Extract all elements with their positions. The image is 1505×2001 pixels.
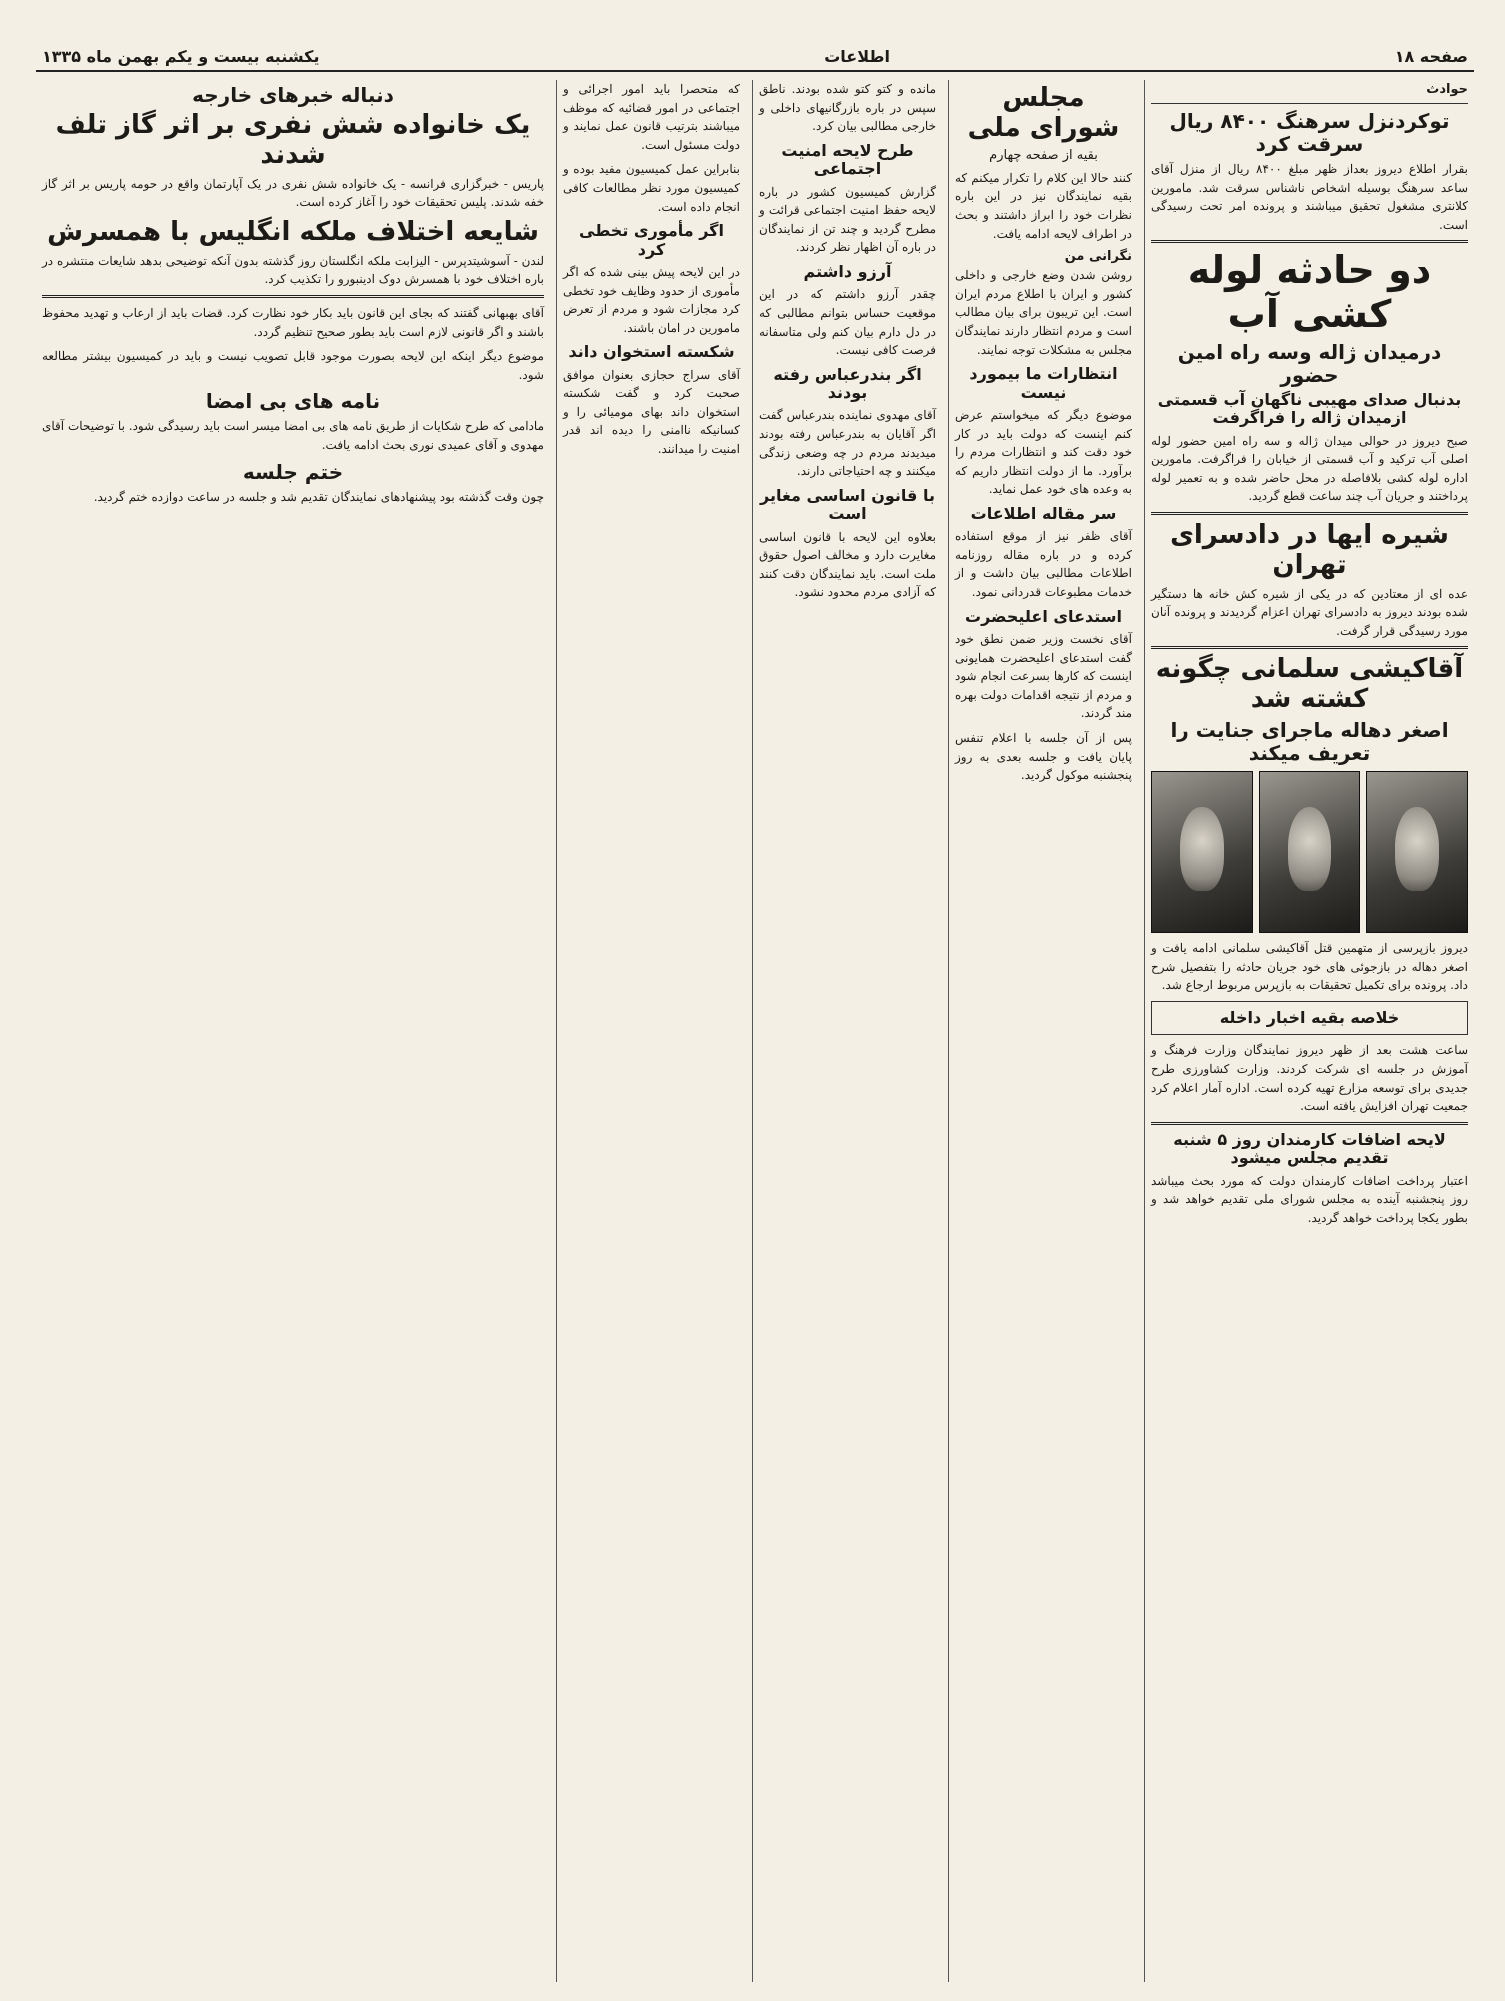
column-incidents xyxy=(1144,80,1474,1982)
continued-from: بقیه از صفحه چهارم xyxy=(989,147,1098,163)
column-foreign-news xyxy=(36,80,550,1982)
paper-name: اطلاعات xyxy=(824,46,890,66)
page-number: صفحه ۱۸ xyxy=(1394,46,1468,66)
kicker-concern: نگرانی من xyxy=(1064,249,1132,265)
headline-editorial: سر مقاله اطلاعات xyxy=(970,503,1117,523)
divider xyxy=(1151,103,1468,104)
headline-queen-rumor: شایعه اختلاف ملکه انگلیس با همسرش xyxy=(47,216,539,247)
divider xyxy=(42,295,544,298)
headline-murder: آقاکیشی سلمانی چگونه کشته شد xyxy=(1155,654,1464,715)
subheadline-water-pipe: درمیدان ژاله وسه راه امین حضور xyxy=(1177,339,1442,387)
article-domestic-summary: ساعت هشت بعد از ظهر دیروز نمایندگان وزارت فرهنگ و آموزش در جلسه ای شرکت کردند. وزارت کشاورزی طرح جدیدی برای توسعه مزارع تهیه کرده است. اداره آمار اعلام کرد جمعیت تهران افزایش یافته است. xyxy=(1151,1043,1468,1114)
headline-salary-bill: لایحه اضافات کارمندان روز ۵ شنبه تقدیم مجلس میشود xyxy=(1173,1129,1446,1168)
article-opium: عده ای از معتادین که در یکی از شیره کش خانه ها دستگیر شده بودند دیروز به دادسرای تهران اعزام گردیدند و پرونده آنان مورد رسیدگی قرار گرفت. xyxy=(1151,586,1468,638)
article-parliament-1: کنند حالا این کلام را تکرار میکنم که بقیه نمایندگان نیز در این باره نظرات خود را ابراز داشتند و بحث در اطراف لایحه ادامه یافت. xyxy=(955,170,1132,241)
article-parliament-2: روشن شدن وضع خارجی و داخلی کشور و ایران با اطلاع مردم ایران است. این تریبون برای بیان مطالب است و مردم انتظار دارند نمایندگان مجلس به مشکلات توجه نمایند. xyxy=(955,268,1132,357)
divider xyxy=(1151,512,1468,515)
headline-parliament: مجلس شورای ملی xyxy=(967,83,1120,143)
article-gas-deaths: پاریس - خبرگزاری فرانسه - یک خانواده شش نفری در یک آپارتمان واقع در حومه پاریس بر اثر گاز خفه شدند. پلیس تحقیقات خود را آغاز کرده است. xyxy=(42,176,544,210)
issue-date: یکشنبه بیست و یکم بهمن ماه ۱۳۳۵ xyxy=(42,46,320,66)
headline-security-bill: طرح لایحه امنیت اجتماعی xyxy=(781,140,914,179)
article-murder: دیروز بازپرسی از متهمین قتل آقاکیشی سلمانی ادامه یافت و اصغر دهاله در بازجوئی های خود جریان حادثه را بتفصیل شرح داد. پرونده برای تکمیل تحقیقات به بازپرس مربوط ارجاع شد. xyxy=(1151,941,1468,993)
boxed-heading xyxy=(1151,1001,1468,1035)
divider xyxy=(1151,1122,1468,1125)
article-judiciary-2: بنابراین عمل کمیسیون مفید بوده و کمیسیون مورد نظر مطالعات کافی انجام داده است. xyxy=(563,162,740,214)
column-security-bill xyxy=(752,80,942,1982)
headline-anonymous-letters: نامه های بی امضا xyxy=(205,389,381,414)
subheadline-murder: اصغر دهاله ماجرای جنایت را تعریف میکند xyxy=(1170,718,1449,766)
headline-expectations: انتظارات ما بیمورد نیست xyxy=(969,364,1118,402)
headline-wished: آرزو داشتم xyxy=(803,261,892,281)
article-debate-1: آقای بهبهانی گفتند که بجای این قانون باید بکار خود نظارت کرد. قضات باید از ارعاب و تهدید محفوظ باشند و اگر قانونی لازم است باید بطور صحیح تنظیم گردد. xyxy=(42,306,544,339)
headline-gas-deaths: یک خانواده شش نفری بر اثر گاز تلف شدند xyxy=(55,110,531,170)
headline-broken-bone: شکسته استخوان داند xyxy=(568,342,735,362)
headline-theft: توکردنزل سرهنگ ۸۴۰۰ ریال سرقت کرد xyxy=(1169,109,1450,156)
photo-strip xyxy=(1151,771,1468,933)
article-security-3: چقدر آرزو داشتم که در این موقعیت حساس بتوانم مطالبی که در دل دارم بیان کنم ولی متاسفانه فرصت کافی نیست. xyxy=(759,287,936,358)
article-parliament-4: آقای ظفر نیز از موقع استفاده کرده و در باره مقاله روزنامه اطلاعات مطالبی بیان داشت و از خدمات مطبوعات قدردانی نمود. xyxy=(955,529,1132,600)
headline-session-end: ختم جلسه xyxy=(242,459,344,484)
divider xyxy=(1151,646,1468,649)
article-theft: بقرار اطلاع دیروز بعداز ظهر مبلغ ۸۴۰۰ ریال از منزل آقای ساعد سرهنگ بوسیله اشخاص ناشناس سرقت شد. مامورین کلانتری مشغول تحقیق میباشند و پرونده امر تحت رسیدگی است. xyxy=(1151,162,1468,232)
headline-constitution: با قانون اساسی مغایر است xyxy=(760,485,935,524)
article-parliament-5: آقای نخست وزیر ضمن نطق خود گفت استدعای اعلیحضرت همایونی اینست که کارها بسرعت انجام شود و مردم از نتیجه اقدامات دولت بهره مند گردند. xyxy=(955,632,1132,721)
article-judiciary-3: در این لایحه پیش بینی شده که اگر مأموری از حدود وظایف خود تخطی کرد مجازات شود و مردم از تعرض مامورین در امان باشند. xyxy=(563,264,740,335)
headline-domestic-summary: خلاصه بقیه اخبار داخله xyxy=(1219,1008,1400,1028)
portrait-photo xyxy=(1366,771,1468,933)
headline-opium: شیره ایها در دادسرای تهران xyxy=(1170,519,1449,580)
newspaper-page xyxy=(36,42,1474,1982)
headline-official-abuse: اگر مأموری تخطی کرد xyxy=(579,221,724,259)
article-debate-2: موضوع دیگر اینکه این لایحه بصورت موجود قابل تصویب نیست و باید در کمیسیون بیشتر مطالعه شود. xyxy=(42,349,544,382)
article-session-end: چون وقت گذشته بود پیشنهادهای نمایندگان تقدیم شد و جلسه در ساعت دوازده ختم گردید. xyxy=(93,489,544,504)
article-judiciary-4: آقای سراج حجازی بعنوان موافق صحبت کرد و گفت شکسته استخوان داند بهای مومیائی را و کسانیکه ناامنی را دیده اند قدر امنیت را میدانند. xyxy=(563,367,740,457)
article-water-pipe: صبح دیروز در حوالی میدان ژاله و سه راه امین حضور لوله اصلی آب ترکید و آب قسمتی از خیابان را فراگرفت. مامورین اداره لوله کشی بلافاصله در محل حاضر شده و به تعمیر لوله پرداختند و جریان آب چند ساعت قطع گردید. xyxy=(1151,433,1468,504)
article-queen-rumor: لندن - آسوشیتدپرس - الیزابت ملکه انگلستان روز گذشته بدون آنکه توضیحی بدهد شایعات منتشره در باره اختلاف خود با همسرش دوک ادینبورو را تکذیب کرد. xyxy=(42,253,544,287)
headline-request: استدعای اعلیحضرت xyxy=(965,606,1122,626)
article-security-4: آقای مهدوی نماینده بندرعباس گفت اگر آقایان به بندرعباس رفته بودند میدیدند مردم در چه وضعی زندگی میکنند و چه احتیاجاتی دارند. xyxy=(759,408,936,479)
column-parliament xyxy=(948,80,1138,1982)
article-security-1: مانده و کتو کتو شده بودند. ناطق سپس در باره بازرگانیهای داخلی و خارجی مطالبی بیان کرد. xyxy=(759,82,936,134)
article-judiciary-1: که متحصرا باید امور اجرائی و اجتماعی در امور قضائیه که موظف میباشند بترتیب قانون عمل نمایند و دولت مسئول است. xyxy=(563,82,740,152)
divider xyxy=(1151,240,1468,243)
deck-water-pipe: بدنبال صدای مهیبی ناگهان آب قسمتی ازمیدان ژاله را فراگرفت xyxy=(1157,389,1462,428)
article-security-5: بعلاوه این لایحه با قانون اساسی مغایرت دارد و مخالف اصول حقوق ملت است. باید نمایندگان دقت کنند که آزادی مردم محدود نشود. xyxy=(759,529,936,600)
section-label: حوادث xyxy=(1426,82,1468,97)
headline-foreign-continued: دنباله خبرهای خارجه xyxy=(192,83,394,107)
portrait-photo xyxy=(1259,771,1361,933)
headline-water-pipe: دو حادثه لوله کشی آب xyxy=(1187,248,1432,337)
column-judiciary xyxy=(556,80,746,1982)
article-parliament-6: پس از آن جلسه با اعلام تنفس پایان یافت و جلسه بعدی به روز پنجشنبه موکول گردید. xyxy=(955,731,1132,783)
article-parliament-3: موضوع دیگر که میخواستم عرض کنم اینست که دولت باید در کار خود دقت کند و انتظارات مردم را برآورد. ما از دولت انتظار داریم که به وعده های خود عمل نماید. xyxy=(955,407,1132,497)
portrait-photo xyxy=(1151,771,1253,933)
headline-bandar-abbas: اگر بندرعباس رفته بودند xyxy=(773,364,922,403)
article-anonymous-letters: مادامی که طرح شکایات از طریق نامه های بی امضا میسر است باید رسیدگی شود. با توضیحات آقای مهدوی و آقای عمیدی نوری بحث ادامه یافت. xyxy=(42,419,544,453)
article-security-2: گزارش کمیسیون کشور در باره لایحه حفظ امنیت اجتماعی قرائت و مطرح گردید و چند تن از نمایندگان در باره آن اظهار نظر کردند. xyxy=(759,184,936,255)
masthead xyxy=(36,42,1474,72)
article-salary-bill: اعتبار پرداخت اضافات کارمندان دولت که مورد بحث میباشد روز پنجشنبه آینده به مجلس شورای ملی تقدیم خواهد شد و بطور یکجا پرداخت خواهد گردید. xyxy=(1151,1173,1468,1225)
